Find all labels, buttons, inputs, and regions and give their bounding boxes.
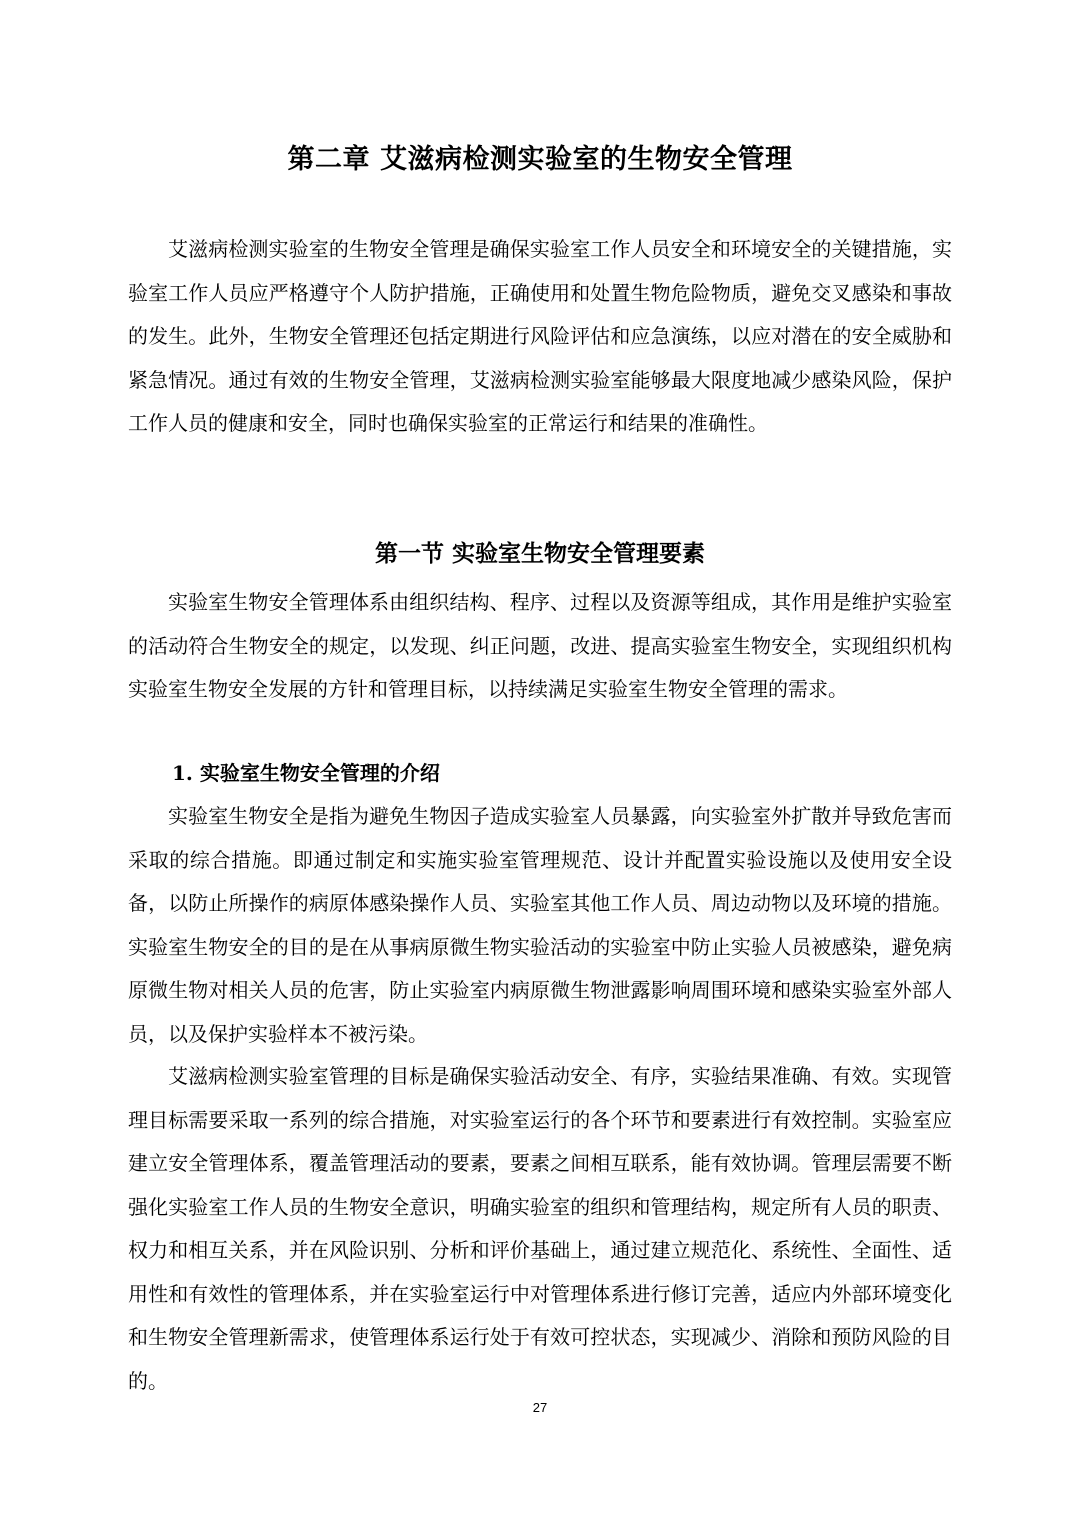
section-intro-paragraph: 实验室生物安全管理体系由组织结构、程序、过程以及资源等组成，其作用是维护实验室的活动符合生物安全的规定，以发现、纠正问题，改进、提高实验室生物安全，实现组织机构实验室生物安全发展的方针和管理目标，以持续满足实验室生物安全管理的需求。 [128,590,952,701]
subsection-paragraph-2: 艾滋病检测实验室管理的目标是确保实验活动安全、有序，实验结果准确、有效。实现管理目标需要采取一系列的综合措施，对实验室运行的各个环节和要素进行有效控制。实验室应建立安全管理体系，覆盖管理活动的要素，要素之间相互联系，能有效协调。管理层需要不断强化实验室工作人员的生物安全意识，明确实验室的组织和管理结构，规定所有人员的职责、权力和相互关系，并在风险识别、分析和评价基础上，通过建立规范化、系统性、全面性、适用性和有效性的管理体系，并在实验室运行中对管理体系进行修订完善，适应内外部环境变化和生物安全管理新需求，使管理体系运行处于有效可控状态，实现减少、消除和预防风险的目的。 [128,1064,952,1393]
chapter-title: 第二章 艾滋病检测实验室的生物安全管理 [287,144,793,175]
chapter-intro-paragraph: 艾滋病检测实验室的生物安全管理是确保实验室工作人员安全和环境安全的关键措施，实验室工作人员应严格遵守个人防护措施，正确使用和处置生物危险物质，避免交叉感染和事故的发生。此外，生物安全管理还包括定期进行风险评估和应急演练，以应对潜在的安全威胁和紧急情况。通过有效的生物安全管理，艾滋病检测实验室能够最大限度地减少感染风险，保护工作人员的健康和安全，同时也确保实验室的正常运行和结果的准确性。 [128,237,952,435]
subsection-heading: 1. 实验室生物安全管理的介绍 [172,761,440,785]
section-title: 第一节 实验室生物安全管理要素 [374,540,705,567]
page-number: 27 [532,1400,548,1415]
subsection-paragraph-1: 实验室生物安全是指为避免生物因子造成实验室人员暴露，向实验室外扩散并导致危害而采取的综合措施。即通过制定和实施实验室管理规范、设计并配置实验设施以及使用安全设备，以防止所操作的病原体感染操作人员、实验室其他工作人员、周边动物以及环境的措施。实验室生物安全的目的是在从事病原微生物实验活动的实验室中防止实验人员被感染，避免病原微生物对相关人员的危害，防止实验室内病原微生物泄露影响周围环境和感染实验室外部人员，以及保护实验样本不被污染。 [128,804,952,1046]
